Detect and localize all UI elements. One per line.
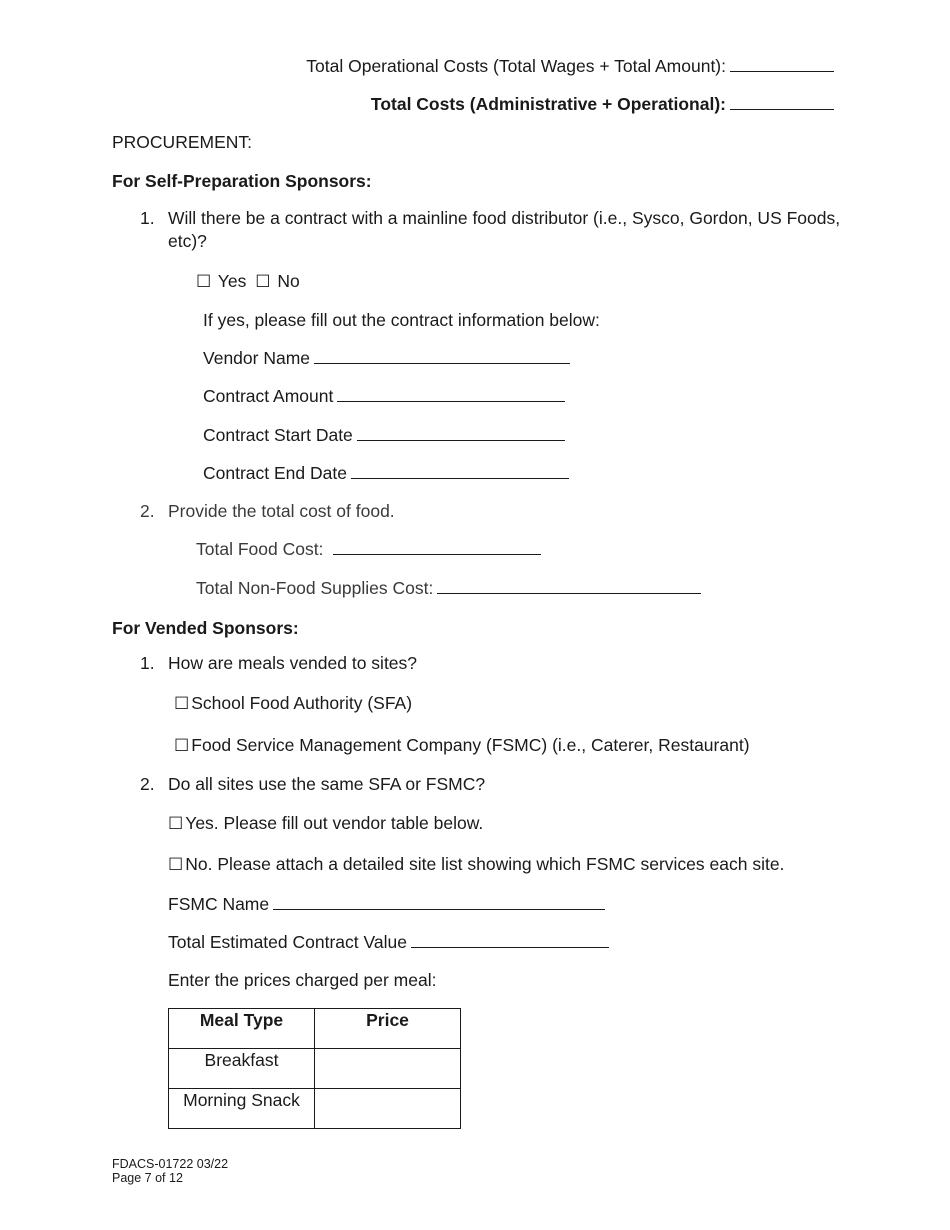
same-vendor-yes-checkbox[interactable]: ☐: [168, 814, 184, 833]
question-number: 2.: [140, 774, 155, 794]
form-id: FDACS-01722 03/22: [112, 1157, 229, 1171]
contract-amount-field[interactable]: [337, 385, 565, 402]
total-contract-value-label: Total Estimated Contract Value: [168, 932, 407, 952]
fsmc-checkbox[interactable]: ☐: [174, 736, 190, 755]
total-operational-costs-row: [306, 55, 834, 77]
question-text: Do all sites use the same SFA or FSMC?: [168, 774, 486, 794]
table-header-row: [169, 1009, 461, 1049]
contract-end-row: [203, 462, 569, 484]
total-contract-value-row: [168, 931, 609, 953]
fsmc-name-label: FSMC Name: [168, 894, 270, 914]
sfa-label: School Food Authority (SFA): [191, 693, 413, 713]
fsmc-label: Food Service Management Company (FSMC) (i.e., Caterer, Restaurant): [191, 735, 750, 755]
total-food-cost-row: [196, 538, 541, 560]
yes-label: Yes: [217, 271, 247, 291]
meal-type-cell: Breakfast: [169, 1049, 315, 1089]
vendor-name-field[interactable]: [314, 347, 570, 364]
same-vendor-no-checkbox[interactable]: ☐: [168, 855, 184, 874]
yes-checkbox[interactable]: ☐: [196, 272, 212, 291]
total-costs-row: [371, 93, 834, 115]
contract-start-row: [203, 424, 565, 446]
page-number: Page 7 of 12: [112, 1171, 183, 1185]
meal-type-cell: Morning Snack: [169, 1089, 315, 1129]
total-food-cost-label: Total Food Cost:: [196, 539, 324, 559]
total-non-food-row: [196, 577, 701, 599]
same-vendor-yes-label: Yes. Please fill out vendor table below.: [185, 813, 484, 833]
no-checkbox[interactable]: ☐: [255, 272, 271, 291]
contract-end-label: Contract End Date: [203, 463, 347, 483]
question-number: 2.: [140, 501, 155, 521]
total-costs-label: Total Costs (Administrative + Operational):: [370, 94, 726, 114]
total-costs-field[interactable]: [730, 93, 834, 110]
question-text-line2: etc)?: [168, 231, 207, 251]
same-vendor-no-option: [168, 853, 784, 876]
same-vendor-no-label: No. Please attach a detailed site list showing which FSMC services each site.: [185, 854, 785, 874]
enter-prices-instruction: Enter the prices charged per meal:: [168, 970, 437, 990]
table-row: [169, 1049, 461, 1089]
question-number: 1.: [140, 208, 155, 228]
sfa-option: [174, 692, 412, 715]
question-number: 1.: [140, 653, 155, 673]
vended-heading: For Vended Sponsors:: [112, 618, 299, 638]
meal-type-header: Meal Type: [169, 1009, 315, 1049]
vendor-name-row: [203, 347, 570, 369]
if-yes-instruction: If yes, please fill out the contract information below:: [203, 310, 600, 330]
total-operational-costs-label: Total Operational Costs (Total Wages + Total Amount):: [306, 56, 726, 76]
same-vendor-yes-option: [168, 812, 483, 835]
total-operational-costs-field[interactable]: [730, 55, 834, 72]
fsmc-name-field[interactable]: [273, 893, 605, 910]
yes-no-options: [196, 270, 300, 293]
total-contract-value-field[interactable]: [411, 931, 609, 948]
fsmc-option: [174, 734, 750, 757]
price-header: Price: [315, 1009, 461, 1049]
price-cell[interactable]: [315, 1089, 461, 1129]
contract-amount-label: Contract Amount: [203, 386, 334, 406]
question-text: How are meals vended to sites?: [168, 653, 418, 673]
procurement-heading: PROCUREMENT:: [112, 132, 253, 152]
contract-start-field[interactable]: [357, 424, 565, 441]
no-label: No: [277, 271, 300, 291]
meal-price-table: [168, 1008, 461, 1129]
contract-start-label: Contract Start Date: [203, 425, 353, 445]
self-prep-heading: For Self-Preparation Sponsors:: [112, 171, 372, 191]
table-row: [169, 1089, 461, 1129]
sfa-checkbox[interactable]: ☐: [174, 694, 190, 713]
question-text: Provide the total cost of food.: [168, 501, 395, 521]
contract-end-field[interactable]: [351, 462, 569, 479]
price-cell[interactable]: [315, 1049, 461, 1089]
fsmc-name-row: [168, 893, 605, 915]
total-non-food-label: Total Non-Food Supplies Cost:: [196, 578, 434, 598]
total-non-food-field[interactable]: [437, 577, 701, 594]
vendor-name-label: Vendor Name: [203, 348, 311, 368]
question-text-line1: Will there be a contract with a mainline food distributor (i.e., Sysco, Gordon, US Foods,: [168, 208, 841, 228]
total-food-cost-field[interactable]: [333, 538, 541, 555]
contract-amount-row: [203, 385, 565, 407]
